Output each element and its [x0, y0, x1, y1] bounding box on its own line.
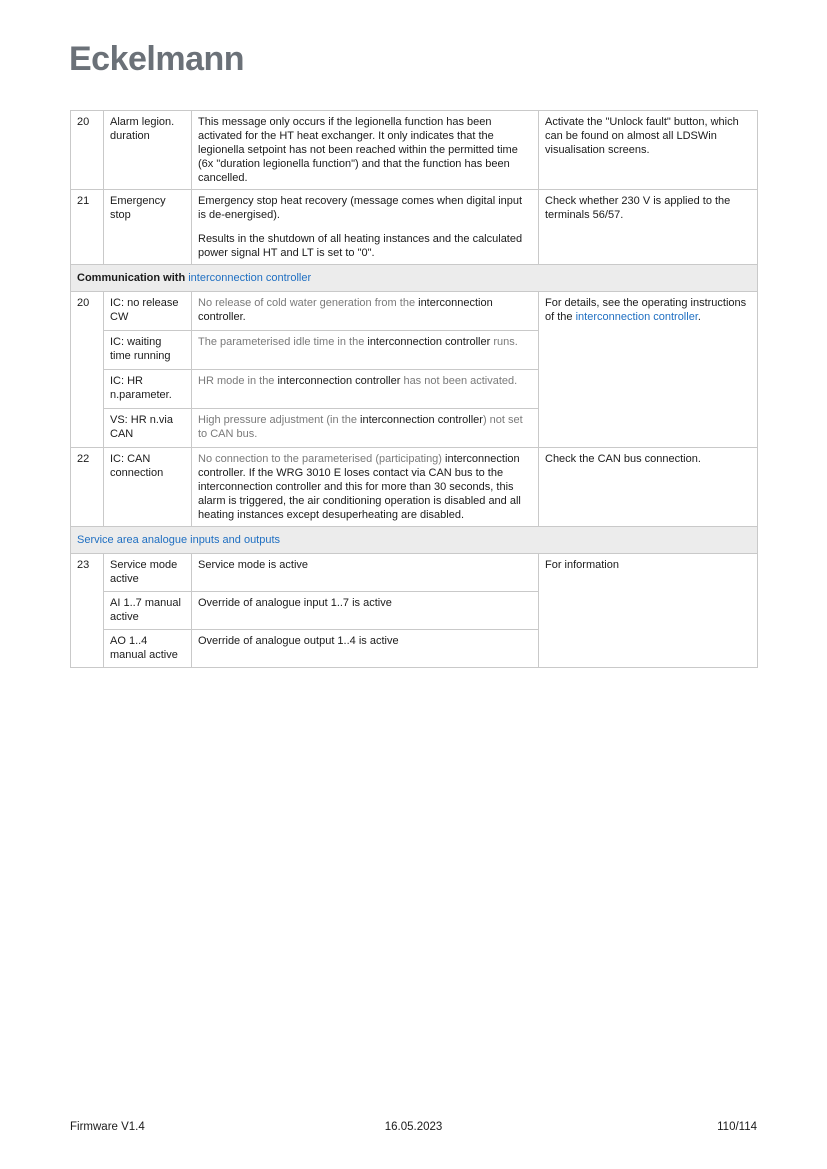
alarm-number: 22	[77, 452, 90, 465]
alarm-name: Alarm legion. duration	[110, 116, 175, 143]
alarm-name-cell	[104, 111, 192, 190]
alarm-name: IC: CAN connection	[110, 452, 164, 479]
alarm-name-cell	[104, 592, 192, 630]
alarm-description-cell	[192, 190, 539, 264]
description-text: HR mode in the	[198, 374, 278, 387]
alarm-name-cell	[104, 330, 192, 369]
description-term: interconnection controller	[198, 296, 493, 323]
description-text: The parameterised idle time in the	[198, 335, 368, 348]
alarm-description-cell	[192, 111, 539, 190]
section-header-row	[71, 264, 758, 291]
alarm-name-cell	[104, 630, 192, 668]
alarm-number: 20	[77, 116, 90, 128]
description-text: Override of analogue output 1..4 is active	[198, 635, 399, 648]
description-term: interconnection controller	[367, 335, 491, 348]
alarm-name: AO 1..4 manual active	[110, 635, 178, 662]
alarm-number: 20	[77, 296, 90, 309]
interconnection-controller-link[interactable]: interconnection controller	[188, 271, 312, 284]
alarm-description-cell	[192, 408, 539, 447]
table-row	[71, 447, 758, 526]
action-text: Activate the "Unlock fault" button, which can be found on almost all LDSWin visualisation screens.	[545, 116, 739, 157]
description-paragraph: Results in the shutdown of all heating instances and the calculated power signal HT and LT is set to "0".	[198, 232, 523, 259]
alarm-action-cell	[539, 554, 758, 668]
alarm-name-cell	[104, 447, 192, 526]
alarm-action-cell	[539, 447, 758, 526]
description-text: . If the WRG 3010 E loses contact via CAN bus to the interconnection controller and this for more than 30 seconds, this alarm is triggered, the air conditioning operation is disabled and all heating instances except desuperheating are disabled.	[198, 466, 521, 522]
footer-firmware-version: Firmware V1.4	[70, 1121, 145, 1133]
table-row	[71, 190, 758, 264]
description-paragraph: Emergency stop heat recovery (message comes when digital input is de-energised).	[198, 195, 523, 222]
alarm-name-cell	[104, 291, 192, 330]
table-row	[71, 111, 758, 190]
section-header-row	[71, 527, 758, 554]
footer-page-number: 110/114	[717, 1121, 757, 1133]
alarm-number-cell	[71, 554, 104, 668]
alarm-number-cell	[71, 291, 104, 447]
description-text: ) not set to CAN bus.	[198, 413, 523, 440]
alarm-number-cell	[71, 447, 104, 526]
alarm-description-cell	[192, 291, 539, 330]
alarm-name: IC: waiting time running	[110, 335, 171, 362]
description-text: Service mode is active	[198, 559, 309, 572]
alarm-description-cell	[192, 592, 539, 630]
action-text: For details, see the operating instructions of the	[545, 296, 747, 323]
alarm-name: VS: HR n.via CAN	[110, 413, 173, 440]
table-row	[71, 291, 758, 330]
alarm-description-cell	[192, 630, 539, 668]
alarm-number: 21	[77, 195, 90, 208]
description-term: interconnection controller	[360, 413, 483, 426]
alarm-name-cell	[104, 408, 192, 447]
alarm-name-cell	[104, 369, 192, 408]
alarm-name: IC: HR n.parameter.	[110, 374, 172, 401]
action-text: Check the CAN bus connection.	[545, 452, 701, 465]
description-text: High pressure adjustment (in the	[198, 413, 361, 426]
alarm-name: Service mode active	[110, 559, 178, 586]
alarm-description-cell	[192, 330, 539, 369]
table-row	[71, 554, 758, 592]
action-text: .	[697, 310, 701, 323]
description-term: interconnection controller	[198, 452, 520, 479]
alarm-name: IC: no release CW	[110, 296, 179, 323]
alarm-table	[70, 110, 758, 668]
alarm-action-cell	[539, 291, 758, 447]
description-text: .	[242, 310, 246, 323]
section-header-cell	[71, 527, 758, 554]
alarm-number-cell	[71, 111, 104, 190]
description-term: interconnection controller	[277, 374, 401, 387]
eckelmann-logo: Eckelmann	[69, 40, 245, 78]
alarm-action-cell	[539, 190, 758, 264]
section-header-cell	[71, 264, 758, 291]
section-title: Communication with	[77, 271, 189, 284]
action-text: Check whether 230 V is applied to the terminals 56/57.	[545, 195, 731, 222]
footer-date: 16.05.2023	[384, 1121, 443, 1133]
alarm-description-cell	[192, 554, 539, 592]
service-area-link[interactable]: Service area analogue inputs and outputs	[77, 534, 281, 547]
page-footer	[70, 1121, 757, 1133]
alarm-name: Emergency stop	[110, 195, 166, 222]
alarm-description-cell	[192, 447, 539, 526]
interconnection-controller-link[interactable]: interconnection controller	[575, 310, 698, 323]
action-text: For information	[545, 559, 619, 572]
alarm-number-cell	[71, 190, 104, 264]
description-text: This message only occurs if the legionella function has been activated for the HT heat exchanger. It only indicates that the legionella setpoint has not been reached within the permitted time (6x "duration legionella function") and that the function has been cancelled.	[198, 116, 518, 185]
description-text: No release of cold water generation from the	[198, 296, 419, 309]
alarm-number: 23	[77, 559, 90, 572]
alarm-name-cell	[104, 190, 192, 264]
description-text: runs.	[490, 335, 518, 348]
alarm-action-cell	[539, 111, 758, 190]
alarm-description-cell	[192, 369, 539, 408]
description-text: No connection to the parameterised (participating)	[198, 452, 446, 465]
alarm-name-cell	[104, 554, 192, 592]
description-text: Override of analogue input 1..7 is active	[198, 597, 392, 610]
description-text: has not been activated.	[400, 374, 518, 387]
alarm-name: AI 1..7 manual active	[110, 597, 181, 624]
